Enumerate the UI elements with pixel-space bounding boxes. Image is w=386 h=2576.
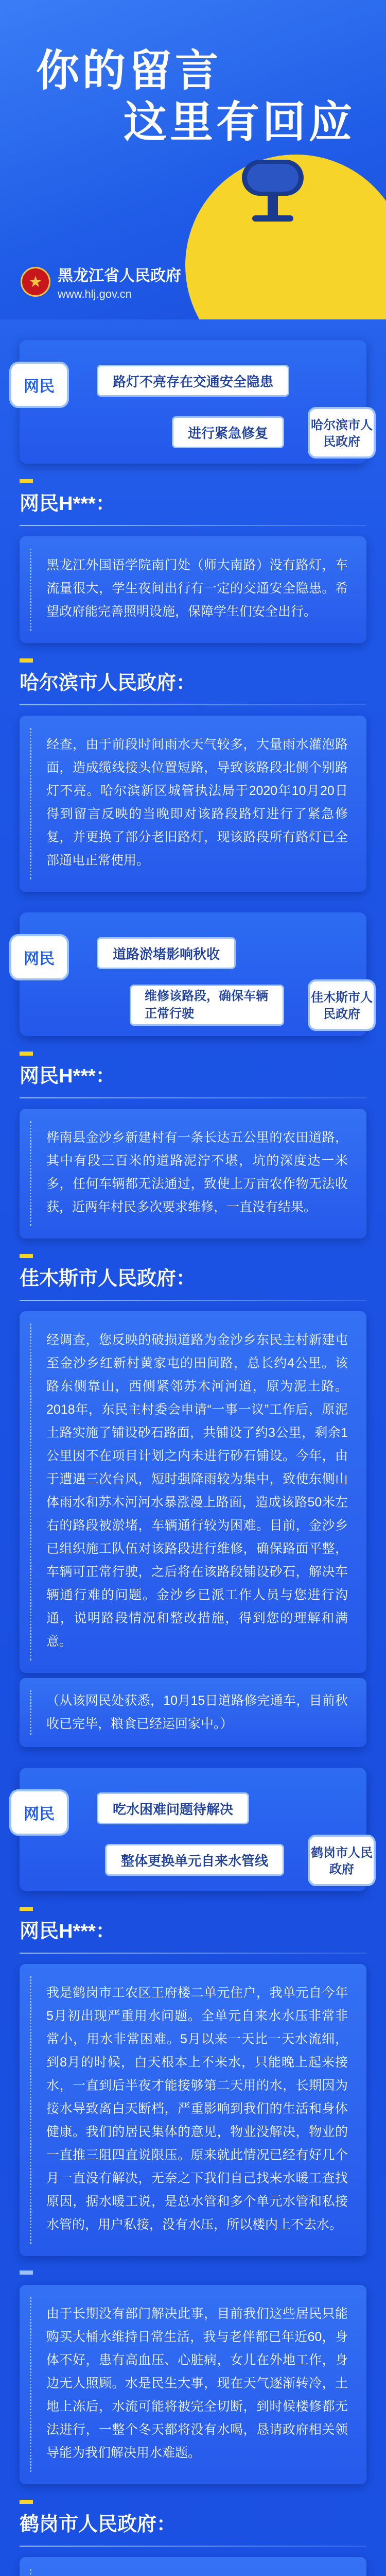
- gov-heading: 哈尔滨市人民政府：: [20, 672, 196, 694]
- citizen-message: 桦南县金沙乡新建村有一条长达五公里的农田道路，其中有段三百米的道路泥泞不堪，坑的深度达一米多，任何车辆都无法通过，致使上万亩农作物无法收获，近两年村民多次要求维修，一直没有结果。: [46, 1130, 348, 1214]
- citizen-message: 黑龙江外国语学院南门处（师大南路）没有路灯，车流量很大，学生夜间出行有一定的交通安全隐患。希望政府能完善照明设施，保障学生们安全出行。: [46, 558, 348, 619]
- microphone-icon: [226, 149, 319, 227]
- gov-name: 黑龙江省人民政府: [58, 267, 181, 284]
- gov-reply: 经调查，您反映的破损道路为金沙乡东民主村新建屯至金沙乡红新村黄家屯的田间路，总长约4公里。该路东侧靠山，西侧紧邻苏木河河道，原为泥土路。2018年，东民主村委会申请“一事一议”工作后，原泥土路实施了铺设砂石路面，共铺设了约3公里，剩余1公里因不在项目计划之内未进行砂石铺设。今年，由于遭遇三次台风，短时强降雨较为集中，致使东侧山体雨水和苏木河河水暴涨漫上路面，造成该路50米左右的路段被淤堵，车辆通行较为困难。目前，金沙乡已组织施工队伍对该路段进行维修，确保路面平整，车辆可正常行驶，之后将在该路段铺设砂石，解决车辆通行难的问题。金沙乡已派工作人员与您进行沟通，说明路段情况和整改措施，得到您的理解和满意。: [46, 1333, 348, 1649]
- citizen-message: 我是鹤岗市工农区王府楼二单元住户，我单元自今年5月初出现严重用水问题。全单元自来水水压非常非常小，用水非常困难。5月以来一天比一天水流细，到8月的时候，白天根本上不来水，只能晚上起来接水，一直到后半夜才能接够第二天用的水，长期因为接水导致离白天断档，严重影响到我们的生活和身体健康。我们的居民集体的意见，物业没解决，物业的一直推三阻四直说限压。原来就此情况已经有好几个月一直没有解决，无奈之下我们自己找来水暖工查找原因，据水暖工说，是总水管和多个单元水管和私接水管的，用户私接，没有水压，所以楼内上不去水。: [46, 1986, 348, 2232]
- citizen-message-card: [20, 536, 366, 643]
- city-tag: 哈尔滨市人民政府: [308, 407, 376, 459]
- gov-brand[interactable]: [21, 263, 181, 301]
- gov-section-head: [20, 2503, 366, 2547]
- action-pill: 进行紧急修复: [172, 416, 284, 448]
- citizen-section-head: [20, 482, 366, 526]
- gov-heading: 佳木斯市人民政府：: [20, 1268, 196, 1290]
- topic-pill: 路灯不亮存在交通安全隐患: [97, 365, 289, 397]
- citizen-message-card: [20, 1964, 366, 2256]
- gov-reply-card: [20, 2557, 366, 2576]
- action-pill: 维修该路段，确保车辆正常行驶: [130, 985, 284, 1026]
- gov-heading: 鹤岗市人民政府：: [20, 2514, 177, 2535]
- citizen-heading: 网民H***：: [20, 493, 115, 515]
- citizen-tag: 网民: [9, 934, 69, 980]
- gov-reply-card: [20, 716, 366, 892]
- city-tag: 鹤岗市人民政府: [308, 1835, 376, 1886]
- followup-note: （从该网民处获悉，10月15日道路修完通车，目前秋收已完毕，粮食已经运回家中。）: [46, 1693, 348, 1731]
- citizen-message: 由于长期没有部门解决此事，目前我们这些居民只能购买大桶水维持日常生活，我与老伴都已年近60，身体不好，患有高血压、心脏病，女儿在外地工作，身边无人照顾。水是民生大事，现在天气逐渐转冷，土地上冻后，水流可能将被完全切断，到时候楼修都无法进行，一整个冬天都将没有水喝，恳请政府相关领导能为我们解决用水难题。: [46, 2307, 348, 2460]
- gov-section-head: [20, 662, 366, 705]
- case-summary-card: [20, 1768, 373, 1891]
- gov-url[interactable]: www.hlj.gov.cn: [58, 287, 132, 300]
- citizen-section-head: [20, 1910, 366, 1954]
- gov-section-head: [20, 1257, 366, 1301]
- citizen-tag: 网民: [9, 1789, 69, 1836]
- hero-title-line2: 这里有回应: [124, 98, 356, 146]
- gov-reply: 经查，由于前段时间雨水天气较多，大量雨水灌泡路面，造成缆线接头位置短路，导致该路段北侧个别路灯不亮。哈尔滨新区城管执法局于2020年10月20日得到留言反映的当晚即对该路段路灯进行了紧急修复，并更换了部分老旧路灯，现该路段所有路灯已全部通电正常使用。: [46, 737, 348, 868]
- citizen-message-card: [20, 1109, 366, 1239]
- gov-reply-card: [20, 1311, 366, 1673]
- action-pill: 整体更换单元自来水管线: [105, 1844, 284, 1876]
- followup-card: [20, 1678, 366, 1747]
- hero-banner: [0, 0, 386, 319]
- case-summary-card: [20, 912, 373, 1036]
- citizen-heading: 网民H***：: [20, 1921, 115, 1942]
- topic-pill: 道路淤堵影响秋收: [97, 937, 236, 969]
- case-summary-card: [20, 340, 373, 464]
- city-tag: 佳木斯市人民政府: [308, 979, 376, 1031]
- citizen-tag: 网民: [9, 362, 69, 408]
- citizen-message-card: [20, 2285, 366, 2484]
- citizen-section-head: [20, 1055, 366, 1098]
- topic-pill: 吃水困难问题待解决: [97, 1792, 249, 1824]
- citizen-heading: 网民H***：: [20, 1065, 115, 1087]
- national-emblem-icon: ★: [21, 267, 50, 297]
- hero-title-line1: 你的留言: [36, 46, 222, 95]
